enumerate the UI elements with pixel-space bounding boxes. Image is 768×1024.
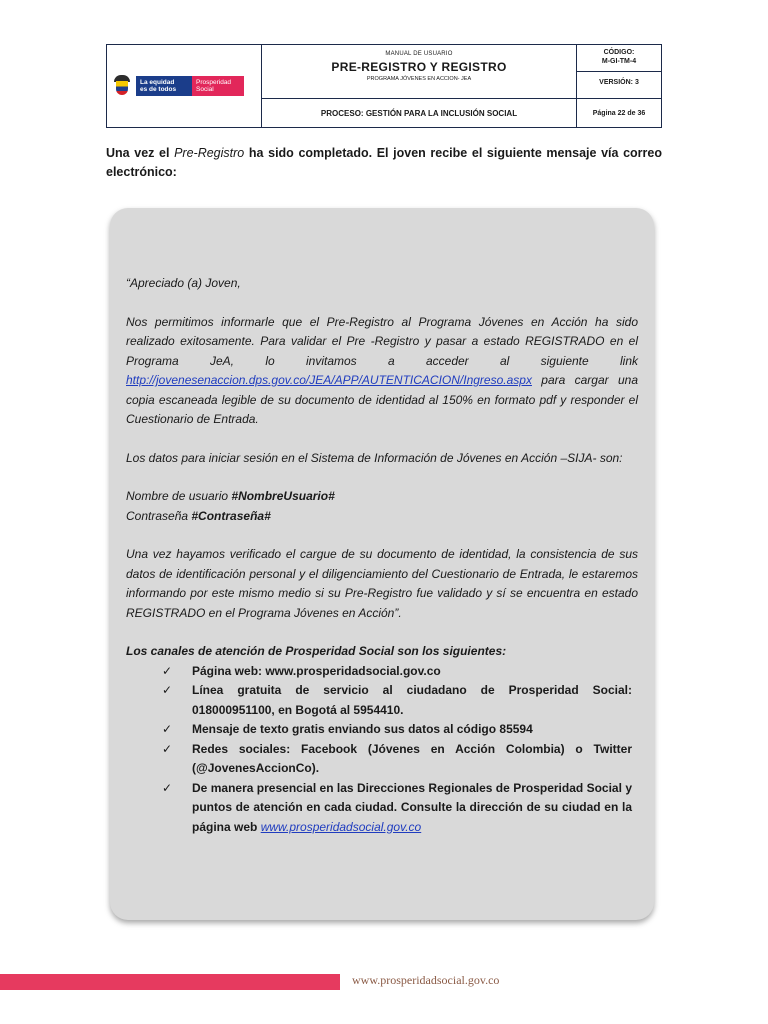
list-item: ✓ De manera presencial en las Direcciones Regionales de Prosperidad Social y puntos de atención en cada ciudad. Consulte la dirección de su ciudad en la página web www.prosperidadsocial.gov.co bbox=[162, 780, 632, 834]
prosperidad-social-link[interactable]: www.prosperidadsocial.gov.co bbox=[260, 819, 422, 834]
colombia-crest-icon bbox=[113, 75, 131, 97]
email-paragraph-2: Los datos para iniciar sesión en el Sistema de Información de Jóvenes en Acción –SIJA- son: bbox=[126, 450, 623, 465]
logo-badge-equidad: La equidad es de todos bbox=[136, 76, 192, 96]
process-label: PROCESO: GESTIÓN PARA LA INCLUSIÓN SOCIAL bbox=[262, 99, 577, 127]
password-value: #Contraseña# bbox=[191, 508, 271, 523]
intro-paragraph: Una vez el Pre-Registro ha sido completado. El joven recibe el siguiente mensaje vía correo electrónico: bbox=[106, 146, 662, 179]
institution-logo bbox=[113, 73, 255, 99]
list-item: ✓ Redes sociales: Facebook (Jóvenes en Acción Colombia) o Twitter (@JovenesAccionCo). bbox=[162, 741, 632, 775]
page-number: Página 22 de 36 bbox=[592, 110, 646, 117]
version-label: VERSIÓN: 3 bbox=[599, 79, 639, 86]
manual-label: MANUAL DE USUARIO bbox=[385, 51, 453, 57]
check-icon: ✓ bbox=[162, 722, 173, 736]
footer-accent-bar bbox=[0, 974, 340, 990]
check-icon: ✓ bbox=[162, 741, 173, 756]
authentication-link[interactable]: http://jovenesenaccion.dps.gov.co/JEA/APP/AUTENTICACION/Ingreso.aspx bbox=[126, 373, 532, 387]
username-line: Nombre de usuario #NombreUsuario# bbox=[126, 489, 335, 503]
code-label: CÓDIGO: bbox=[603, 49, 635, 56]
check-icon: ✓ bbox=[162, 683, 173, 697]
email-paragraph-3: Una vez hayamos verificado el cargue de su documento de identidad, la consistencia de sus datos de identificación personal y el diligenciamiento del Cuestionario de Entrada, le estaremos informando por este mismo medio si su Pre-Registro fue validado y sí se encuentra en estado REGISTRADO en el Programa Jóvenes en Acción”. bbox=[126, 547, 638, 620]
channels-title: Los canales de atención de Prosperidad Social son los siguientes: bbox=[126, 644, 507, 658]
channels-list bbox=[126, 662, 638, 838]
password-line: Contraseña #Contraseña# bbox=[126, 508, 271, 523]
title-cell bbox=[262, 45, 577, 99]
code-value: M-GI-TM-4 bbox=[601, 58, 637, 65]
list-item: ✓ Página web: www.prosperidadsocial.gov.co bbox=[162, 662, 632, 682]
logo-badge-prosperidad: Prosperidad Social bbox=[192, 76, 244, 96]
document-title: PRE-REGISTRO Y REGISTRO bbox=[331, 60, 507, 74]
logo-cell bbox=[107, 45, 262, 127]
footer-url: www.prosperidadsocial.gov.co bbox=[352, 973, 500, 987]
email-greeting: “Apreciado (a) Joven, bbox=[126, 276, 241, 290]
email-message-card bbox=[110, 208, 654, 920]
list-item: ✓ Línea gratuita de servicio al ciudadano de Prosperidad Social: 018000951100, en Bogotá al 5954410. bbox=[162, 683, 632, 717]
document-header-table bbox=[106, 44, 662, 128]
code-cell bbox=[577, 45, 661, 99]
check-icon: ✓ bbox=[162, 663, 173, 678]
check-icon: ✓ bbox=[162, 780, 173, 795]
email-paragraph-1: Nos permitimos informarle que el Pre-Registro al Programa Jóvenes en Acción ha sido realizado exitosamente. Para validar el Pre -Registro y pasar a estado REGISTRADO en el Programa JeA, lo invitamos a acceder al siguiente link http://jovenesenaccion.dps.gov.co/JEA/APP/AUTENTICACION/Ingreso.aspx para cargar una copia escaneada legible de su documento de identidad al 150% en formato pdf y responder el Cuestionario de Entrada. bbox=[126, 314, 638, 426]
list-item: ✓ Mensaje de texto gratis enviando sus datos al código 85594 bbox=[162, 720, 632, 740]
username-value: #NombreUsuario# bbox=[231, 489, 335, 503]
intro-italic: Pre-Registro bbox=[174, 146, 245, 160]
program-label: PROGRAMA JÓVENES EN ACCION- JEA bbox=[366, 76, 472, 82]
